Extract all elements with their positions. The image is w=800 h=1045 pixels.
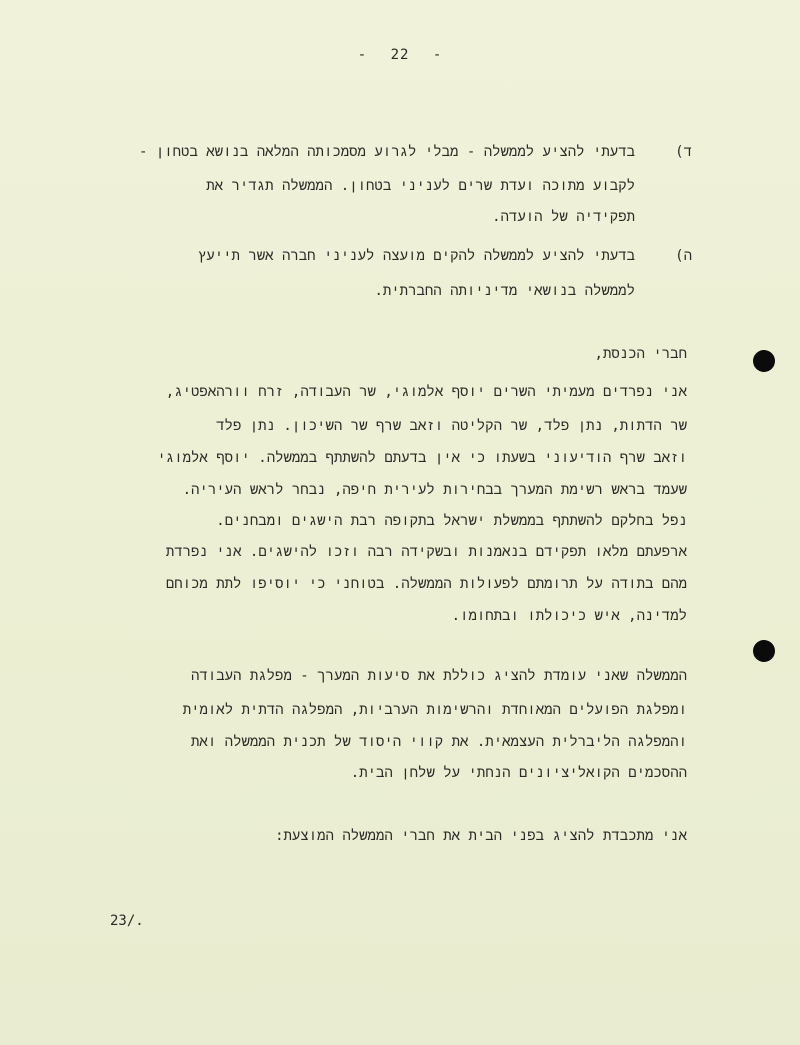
item-dalet-line-2: לקבוע מתוכה ועדת שרים לעניני בטחון. הממשלה תגדיר את bbox=[206, 178, 635, 194]
paragraph-1-line-1: אני נפרדים מעמיתי השרים יוסף אלמוגי, שר העבודה, זרח וורהאפטיג, bbox=[165, 384, 687, 400]
paragraph-1-line-8: למדינה, איש כיכולתו ובתחומו. bbox=[451, 608, 687, 624]
paragraph-2-line-1: הממשלה שאני עומדת להציג כוללת את סיעות המערך - מפלגת העבודה bbox=[191, 668, 687, 684]
paragraph-1-line-4: שעמד בראש רשימת המערך בבחירות לעירית חיפה, נבחר לראש העיריה. bbox=[182, 482, 687, 498]
item-marker-he: ה) bbox=[675, 248, 692, 264]
paragraph-1-line-2: שר הדתות, נתן פלד, שר הקליטה וזאב שרף שר השיכון. נתן פלד bbox=[216, 418, 687, 434]
item-he-line-1: בדעתי להציע לממשלה להקים מועצה לעניני חברה אשר תייעץ bbox=[197, 248, 635, 264]
paragraph-1-line-5: נפל בחלקם להשתתף בממשלת ישראל בתקופה רבת הישגים ומבחנים. bbox=[216, 513, 687, 529]
page-number: 22 bbox=[390, 47, 410, 63]
item-marker-dalet: ד) bbox=[675, 144, 692, 160]
page-number-header bbox=[0, 47, 800, 63]
paragraph-2-line-2: ומפלגת הפועלים המאוחדת והרשימות הערביות, המפלגה הדתית לאומית bbox=[182, 702, 687, 718]
paragraph-1-line-6: ארפעתם מלאו תפקידם בנאמנות ובשקידה רבה וזכו להישגים. אני נפרדת bbox=[165, 544, 687, 560]
punch-hole-lower bbox=[753, 640, 775, 662]
paragraph-2-line-4: ההסכמים הקואליציונים הנחתי על שלחן הבית. bbox=[350, 765, 687, 781]
page-number-dash-right: - bbox=[432, 47, 443, 63]
item-dalet-line-1: בדעתי להציע לממשלה - מבלי לגרוע מסמכותה המלאה בנושא בטחון - bbox=[138, 144, 635, 160]
paragraph-1-line-3: וזאב שרף הודיעוני בשעתו כי אין בדעתם להשתתף בממשלה. יוסף אלמוגי bbox=[157, 450, 687, 466]
paragraph-1-line-7: מהם בתודה על תרומתם לפעולות הממשלה. בטוחני כי יוסיפו לתת מכוחם bbox=[165, 576, 687, 592]
item-dalet-line-3: תפקידיה של הועדה. bbox=[492, 209, 635, 225]
punch-hole-upper bbox=[753, 350, 775, 372]
item-he-line-2: לממשלה בנושאי מדיניותה החברתית. bbox=[374, 283, 635, 299]
continuation-page-mark: 23/. bbox=[110, 913, 144, 929]
salutation: חברי הכנסת, bbox=[594, 346, 687, 362]
page-number-dash-left: - bbox=[357, 47, 368, 63]
paragraph-3-line-1: אני מתכבדת להציג בפני הבית את חברי הממשלה המוצעת: bbox=[275, 828, 687, 844]
paragraph-2-line-3: והמפלגה הליברלית העצמאית. את קווי היסוד של תכנית הממשלה ואת bbox=[191, 734, 687, 750]
